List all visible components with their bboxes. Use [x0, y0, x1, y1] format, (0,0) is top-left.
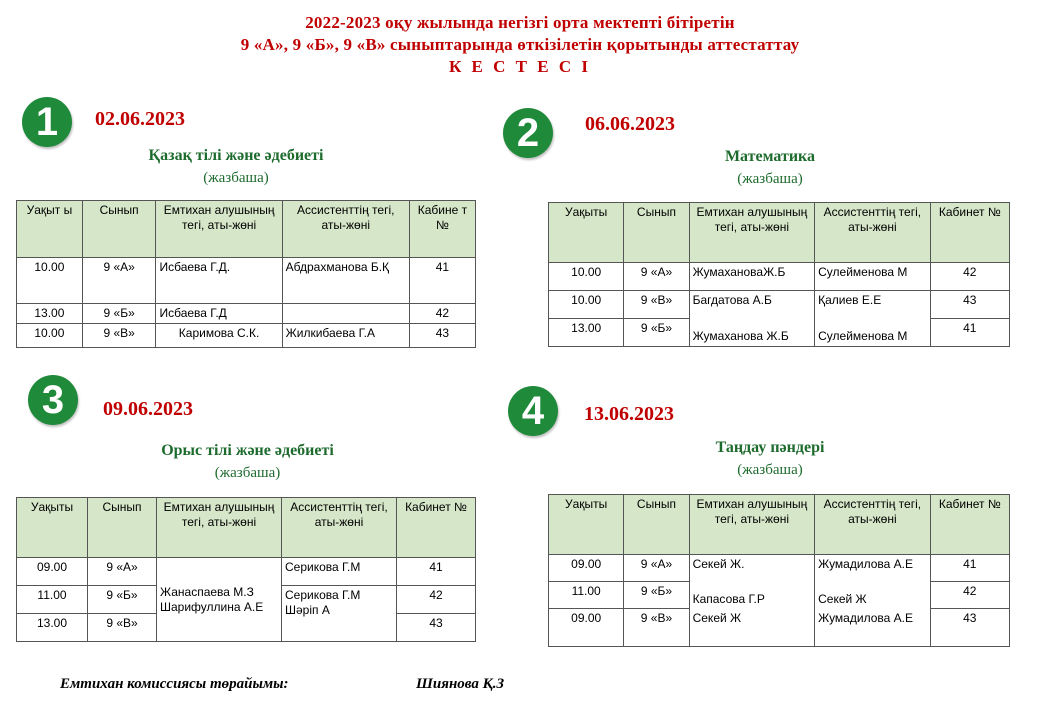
cell-cabinet: 42 [930, 263, 1009, 291]
cell-class: 9 «А» [624, 263, 689, 291]
col-cabinet: Кабинет № [930, 495, 1009, 555]
header-line-2: 9 «А», 9 «Б», 9 «В» сыныптарында өткізілетін қорытынды аттестаттау [240, 35, 800, 54]
session-1-table [16, 200, 476, 348]
cell-time: 11.00 [549, 582, 624, 609]
cell-assistant: Жумадилова А.Е [815, 555, 931, 582]
table-row [17, 324, 476, 348]
cell-time: 11.00 [17, 586, 88, 614]
cell-cabinet: 42 [930, 582, 1009, 609]
header-line-3: К Е С Т Е С І [448, 57, 591, 76]
subject-form: (жазбаша) [203, 170, 269, 186]
subject-title: Математика [724, 148, 816, 165]
cell-examinee: Багдатова А.Б [689, 291, 815, 319]
commission-chair-label: Емтихан комиссиясы төрайымы: [60, 676, 289, 692]
session-2-table [548, 202, 1010, 347]
table-row [549, 291, 1010, 319]
col-examinee: Емтихан алушының тегі, аты-жөні [157, 498, 282, 558]
cell-time: 13.00 [17, 614, 88, 642]
col-cabinet: Кабине т № [409, 201, 475, 258]
cell-assistant: Серикова Г.М [282, 558, 397, 586]
cell-class: 9 «В» [88, 614, 157, 642]
session-3-date: 09.06.2023 [103, 398, 193, 420]
cell-examinee: Исбаева Г.Д. [156, 258, 282, 304]
cell-class: 9 «Б» [88, 586, 157, 614]
subject-form: (жазбаша) [214, 465, 281, 481]
subject-title: Қазақ тілі және әдебиеті [148, 147, 324, 164]
cell-cabinet: 41 [930, 319, 1009, 347]
cell-class: 9 «А» [88, 558, 157, 586]
table-row [17, 304, 476, 324]
table-row [17, 258, 476, 304]
session-4-date: 13.06.2023 [584, 403, 674, 425]
cell-assistant: Абдрахманова Б.Қ [282, 258, 409, 304]
table-row [549, 319, 1010, 347]
table-row [549, 582, 1010, 609]
cell-class: 9 «А» [82, 258, 156, 304]
col-cabinet: Кабинет № [397, 498, 476, 558]
table-row [549, 555, 1010, 582]
cell-time: 10.00 [549, 291, 624, 319]
cell-cabinet: 41 [409, 258, 475, 304]
cell-examinee: ЖумахановаЖ.Б [689, 263, 815, 291]
subject-title: Таңдау пәндері [715, 439, 825, 456]
cell-time: 09.00 [17, 558, 88, 586]
number-badge-1: 1 [22, 97, 72, 147]
col-assistant: Ассистенттің тегі, аты-жөні [282, 201, 409, 258]
cell-time: 10.00 [17, 324, 83, 348]
subject-form: (жазбаша) [737, 462, 803, 478]
col-examinee: Емтихан алушының тегі, аты-жөні [156, 201, 282, 258]
col-time: Уақыты [549, 495, 624, 555]
cell-examinee: Капасова Г.Р [689, 582, 815, 609]
table-row [549, 263, 1010, 291]
cell-cabinet: 43 [930, 609, 1009, 647]
session-4-subject [640, 437, 900, 481]
cell-time: 10.00 [549, 263, 624, 291]
commission-chair-name: Шиянова Қ.З [416, 676, 505, 692]
col-assistant: Ассистенттің тегі, аты-жөні [815, 203, 931, 263]
number-badge-2: 2 [503, 108, 553, 158]
col-time: Уақыт ы [17, 201, 83, 258]
session-2-subject [640, 146, 900, 190]
session-3-subject [110, 440, 385, 484]
cell-time: 09.00 [549, 609, 624, 647]
cell-cabinet: 43 [397, 614, 476, 642]
col-time: Уақыты [549, 203, 624, 263]
cell-assistant: Қалиев Е.Е [815, 291, 931, 319]
col-examinee: Емтихан алушының тегі, аты-жөні [689, 203, 815, 263]
cell-assistant [282, 304, 409, 324]
document-header [0, 12, 1040, 78]
cell-assistant: Сулейменова М [815, 263, 931, 291]
session-2-date: 06.06.2023 [585, 113, 675, 135]
cell-cabinet: 41 [930, 555, 1009, 582]
cell-cabinet: 41 [397, 558, 476, 586]
col-class: Сынып [82, 201, 156, 258]
cell-class: 9 «В» [624, 609, 689, 647]
col-class: Сынып [624, 495, 689, 555]
cell-assistant: Сулейменова М [815, 319, 931, 347]
session-1-date: 02.06.2023 [95, 108, 185, 130]
cell-examinee: Исбаева Г.Д [156, 304, 282, 324]
session-1-subject [96, 145, 376, 189]
subject-form: (жазбаша) [737, 171, 803, 187]
cell-cabinet: 42 [397, 586, 476, 614]
col-assistant: Ассистенттің тегі, аты-жөні [815, 495, 931, 555]
cell-class: 9 «Б» [82, 304, 156, 324]
col-class: Сынып [88, 498, 157, 558]
cell-cabinet: 43 [409, 324, 475, 348]
cell-examinee: Секей Ж. [689, 555, 815, 582]
col-time: Уақыты [17, 498, 88, 558]
header-line-1: 2022-2023 оқу жылында негізгі орта мектепті бітіретін [305, 13, 735, 32]
cell-examinee: Секей Ж [689, 609, 815, 647]
cell-examinee: Каримова С.К. [156, 324, 282, 348]
col-assistant: Ассистенттің тегі, аты-жөні [282, 498, 397, 558]
cell-class: 9 «В» [624, 291, 689, 319]
cell-cabinet: 43 [930, 291, 1009, 319]
cell-time: 13.00 [17, 304, 83, 324]
number-badge-4: 4 [508, 386, 558, 436]
table-row [17, 558, 476, 586]
cell-cabinet: 42 [409, 304, 475, 324]
cell-examinee: Жумаханова Ж.Б [689, 319, 815, 347]
cell-assistant: Серикова Г.М Шәріп А [282, 586, 397, 642]
col-examinee: Емтихан алушының тегі, аты-жөні [689, 495, 815, 555]
cell-time: 13.00 [549, 319, 624, 347]
cell-class: 9 «Б» [624, 319, 689, 347]
cell-assistant: Жилкибаева Г.А [282, 324, 409, 348]
cell-class: 9 «А» [624, 555, 689, 582]
cell-time: 09.00 [549, 555, 624, 582]
cell-examinee: Жанаспаева М.З Шарифуллина А.Е [157, 558, 282, 642]
cell-assistant: Секей Ж [815, 582, 931, 609]
col-class: Сынып [624, 203, 689, 263]
session-3-table [16, 497, 476, 642]
cell-class: 9 «В» [82, 324, 156, 348]
number-badge-3: 3 [28, 375, 78, 425]
table-row [549, 609, 1010, 647]
cell-assistant: Жумадилова А.Е [815, 609, 931, 647]
col-cabinet: Кабинет № [930, 203, 1009, 263]
cell-time: 10.00 [17, 258, 83, 304]
session-4-table [548, 494, 1010, 647]
cell-class: 9 «Б» [624, 582, 689, 609]
subject-title: Орыс тілі және әдебиеті [161, 442, 334, 459]
